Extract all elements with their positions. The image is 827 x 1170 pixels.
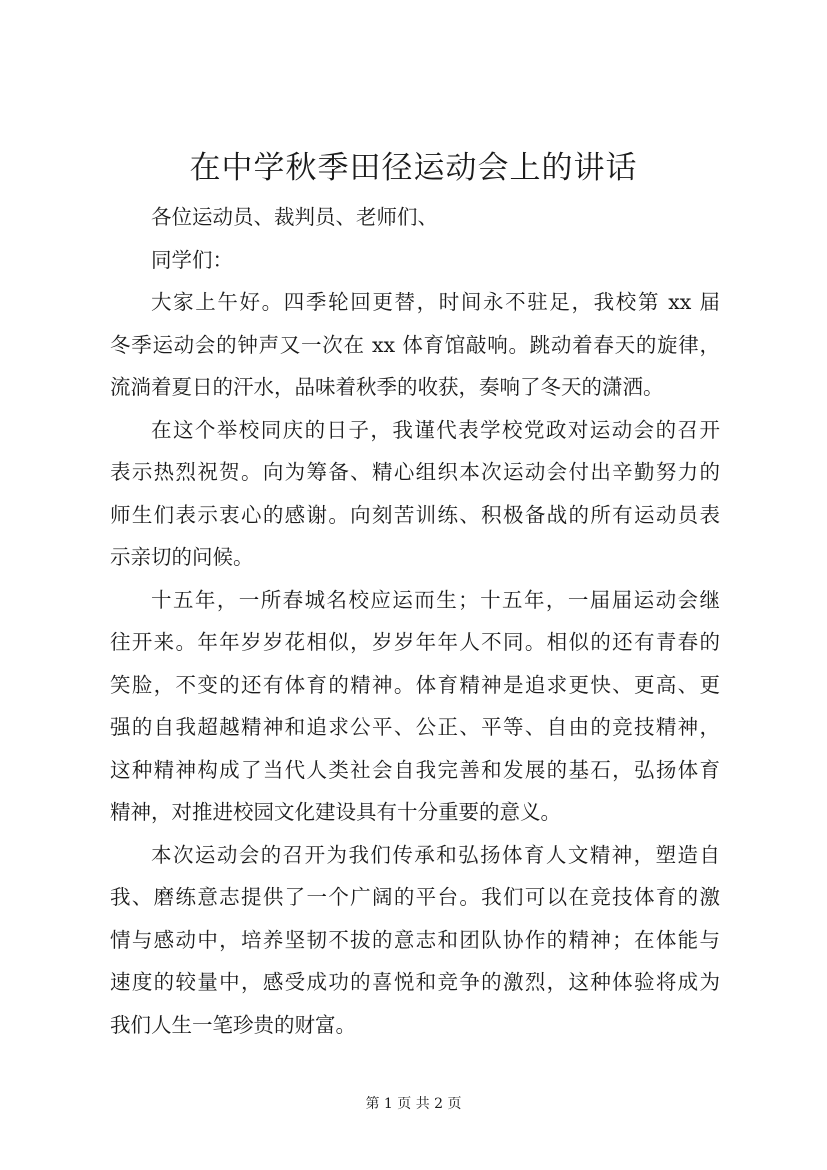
salutation-line-2: 同学们： (151, 247, 233, 272)
text-line: 示亲切的问候。 (110, 545, 254, 569)
page-title: 在中学秋季田径运动会上的讲话 (189, 150, 638, 186)
text-line: 精神，对推进校园文化建设具有十分重要的意义。 (110, 800, 561, 824)
paragraph-2 (110, 409, 720, 579)
paragraph-3 (110, 579, 720, 834)
paragraph-4 (110, 834, 720, 1047)
text-line: 情与感动中，培养坚韧不拔的意志和团队协作的精神；在体能与 (110, 927, 720, 952)
text-line: 流淌着夏日的汗水，品味着秋季的收获，奏响了冬天的潇洒。 (110, 375, 664, 399)
document-body (110, 196, 720, 1046)
page-footer: 第 1 页 共 2 页 (365, 1096, 462, 1112)
text-line: 我们人生一笔珍贵的财富。 (110, 1012, 356, 1037)
text-line: 速度的较量中，感受成功的喜悦和竞争的激烈，这种体验将成为 (110, 970, 720, 994)
text-line: 笑脸，不变的还有体育的精神。体育精神是追求更快、更高、更 (110, 672, 720, 697)
text-line: 本次运动会的召开为我们传承和弘扬体育人文精神，塑造自 (151, 842, 720, 867)
text-line: 表示热烈祝贺。向为筹备、精心组织本次运动会付出辛勤努力的 (110, 460, 720, 484)
paragraph-1 (110, 281, 720, 409)
text-line: 师生们表示衷心的感谢。向刻苦训练、积极备战的所有运动员表 (110, 502, 720, 527)
text-line: 这种精神构成了当代人类社会自我完善和发展的基石，弘扬体育 (110, 757, 720, 782)
text-line: 我、磨练意志提供了一个广阔的平台。我们可以在竞技体育的激 (110, 885, 720, 909)
text-line: 强的自我超越精神和追求公平、公正、平等、自由的竞技精神， (110, 715, 720, 739)
text-line: 十五年，一所春城名校应运而生；十五年，一届届运动会继 (151, 587, 720, 612)
text-line: 冬季运动会的钟声又一次在 xx 体育馆敲响。跳动着春天的旋律， (110, 332, 720, 357)
text-line: 往开来。年年岁岁花相似，岁岁年年人不同。相似的还有青春的 (110, 630, 720, 654)
salutation-line-1: 各位运动员、裁判员、老师们、 (151, 205, 438, 229)
text-line: 大家上午好。四季轮回更替，时间永不驻足，我校第 xx 届 (151, 290, 720, 314)
text-line: 在这个举校同庆的日子，我谨代表学校党政对运动会的召开 (151, 417, 720, 442)
